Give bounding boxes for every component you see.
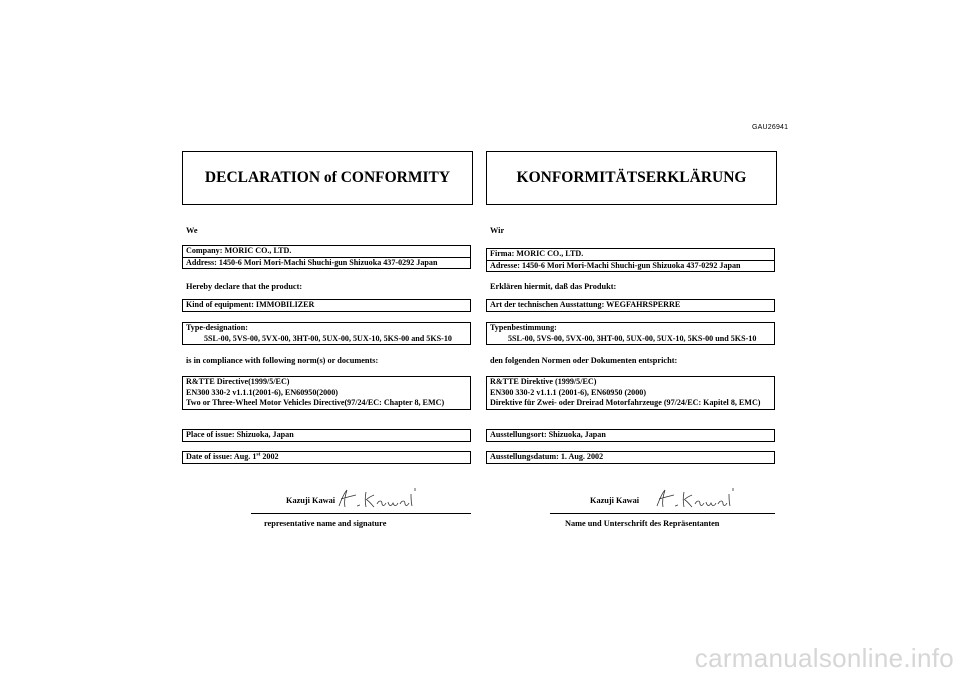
norm-line-1: R&TTE Directive(1999/5/EC) xyxy=(186,377,290,386)
we-label: We xyxy=(186,226,198,235)
english-declaration xyxy=(182,0,473,678)
erklaeren-label: Erklären hiermit, daß das Produkt: xyxy=(490,282,617,291)
typen-value: 5SL-00, 5VS-00, 5VX-00, 3HT-00, 5UX-00, 5UX-10, 5KS-00 und 5KS-10 xyxy=(508,333,757,343)
date-box xyxy=(182,451,471,464)
ausstellungsdatum-line: Ausstellungsdatum: 1. Aug. 2002 xyxy=(490,452,604,461)
footer-watermark: carmanualsonline.info xyxy=(694,643,954,673)
norm-line-3: Two or Three-Wheel Motor Vehicles Directive(97/24/EC: Chapter 8, EMC) xyxy=(186,398,445,407)
repraesentant-caption: Name und Unterschrift des Repräsentanten xyxy=(565,519,720,528)
equipment-line: Kind of equipment: IMMOBILIZER xyxy=(186,300,315,309)
norm-line-2: EN300 330-2 v1.1.1(2001-6), EN60950(2000) xyxy=(186,387,338,397)
typen-label: Typenbestimmung: xyxy=(490,323,557,332)
signature-image xyxy=(333,486,428,512)
norms-box xyxy=(182,376,471,410)
signature-line xyxy=(251,513,471,514)
place-line: Place of issue: Shizuoka, Japan xyxy=(186,430,294,439)
date-year: 2002 xyxy=(260,452,279,461)
german-title: KONFORMITÄTSERKLÄRUNG xyxy=(486,151,777,205)
date-line xyxy=(183,452,470,463)
equipment-box xyxy=(182,299,471,312)
date-suffix-ordinal: st xyxy=(256,451,261,458)
address-line: Address: 1450-6 Mori Mori-Machi Shuchi-gun Shizuoka 437-0292 Japan xyxy=(183,257,470,269)
document-code: GAU26941 xyxy=(752,124,789,131)
type-box xyxy=(182,322,471,345)
company-line: Company: MORIC CO., LTD. xyxy=(186,246,292,255)
representative-caption: representative name and signature xyxy=(264,519,387,528)
ausstattung-box xyxy=(486,299,775,312)
wir-label: Wir xyxy=(490,226,505,235)
ausstellungsdatum-box xyxy=(486,451,775,464)
signature-line-de xyxy=(550,513,775,514)
normen-line-2: EN300 330-2 v1.1.1 (2001-6), EN60950 (2000) xyxy=(490,387,647,397)
adresse-line: Adresse: 1450-6 Mori Mori-Machi Shuchi-gun Shizuoka 437-0292 Japan xyxy=(487,260,774,272)
repraesentant-name: Kazuji Kawai xyxy=(590,496,640,505)
typen-box xyxy=(486,322,775,345)
company-box xyxy=(182,245,471,269)
normen-label: den folgenden Normen oder Dokumenten entspricht: xyxy=(490,356,678,365)
ausstellungsort-line: Ausstellungsort: Shizuoka, Japan xyxy=(490,430,606,439)
normen-box xyxy=(486,376,775,410)
representative-name: Kazuji Kawai xyxy=(286,496,336,505)
english-title: DECLARATION of CONFORMITY xyxy=(182,151,473,205)
type-label: Type-designation: xyxy=(186,323,248,332)
date-prefix: Date of issue: Aug. 1 xyxy=(186,452,257,461)
type-value: 5SL-00, 5VS-00, 5VX-00, 3HT-00, 5UX-00, 5UX-10, 5KS-00 and 5KS-10 xyxy=(204,333,452,343)
german-declaration xyxy=(486,0,777,678)
firma-line: Firma: MORIC CO., LTD. xyxy=(490,249,584,258)
hereby-label: Hereby declare that the product: xyxy=(186,282,303,291)
compliance-label: is in compliance with following norm(s) or documents: xyxy=(186,356,379,365)
ausstellungsort-box xyxy=(486,429,775,442)
normen-line-3: Direktive für Zwei- oder Dreirad Motorfahrzeuge (97/24/EC: Kapitel 8, EMC) xyxy=(490,398,761,407)
normen-line-1: R&TTE Direktive (1999/5/EC) xyxy=(490,377,597,386)
ausstattung-line: Art der technischen Ausstattung: WEGFAHRSPERRE xyxy=(490,300,681,309)
signature-image-de xyxy=(651,486,746,512)
place-box xyxy=(182,429,471,442)
firma-box xyxy=(486,248,775,272)
